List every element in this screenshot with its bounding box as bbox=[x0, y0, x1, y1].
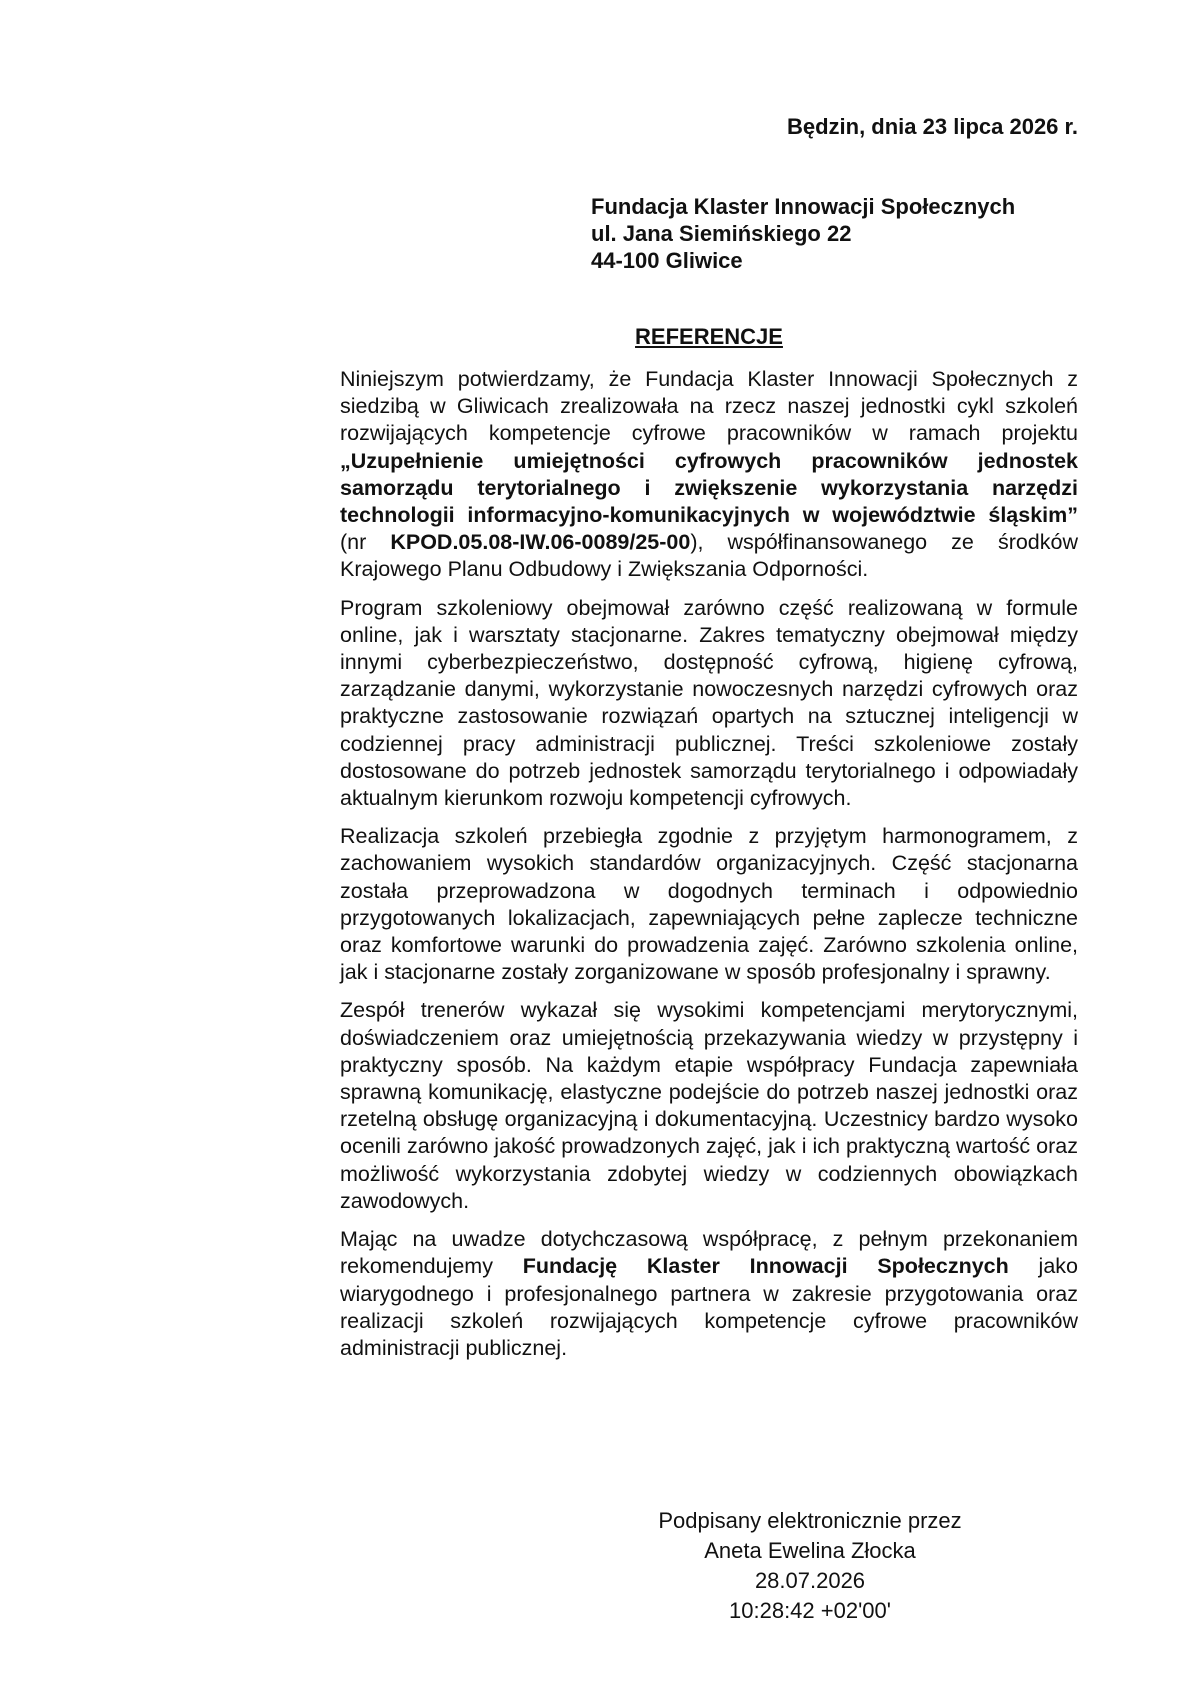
letter-body bbox=[340, 366, 1078, 1373]
signature-time: 10:28:42 +02'00' bbox=[729, 1598, 891, 1623]
paragraph-2: Program szkoleniowy obejmował zarówno część realizowaną w formule online, jak i warsztaty stacjonarne. Zakres tematyczny obejmował między innymi cyberbezpieczeństwo, dostępność cyfrową, higienę cyfrową, zarządzanie danymi, wykorzystanie nowoczesnych narzędzi cyfrowych oraz praktyczne zastosowanie rozwiązań opartych na sztucznej inteligencji w codziennej pracy administracji publicznej. Treści szkoleniowe zostały dostosowane do potrzeb jednostek samorządu terytorialnego i odpowiadały aktualnym kierunkom rozwoju kompetencji cyfrowych. bbox=[340, 595, 1078, 811]
paragraph-5-intro: Mając na uwadze dotychczasową współpracę, z pełnym przekonaniem rekomendujemy bbox=[340, 1227, 1078, 1279]
recipient-street: ul. Jana Siemińskiego 22 bbox=[591, 221, 852, 246]
recipient-city: 44-100 Gliwice bbox=[591, 248, 743, 273]
electronic-signature bbox=[640, 1506, 980, 1626]
paragraph-3: Realizacja szkoleń przebiegła zgodnie z przyjętym harmonogramem, z zachowaniem wysokich standardów organizacyjnych. Część stacjonarna została przeprowadzona w dogodnych terminach i odpowiednio przygotowanych lokalizacjach, zapewniających pełne zaplecze techniczne oraz komfortowe warunki do prowadzenia zajęć. Zarówno szkolenia online, jak i stacjonarne zostały zorganizowane w sposób profesjonalny i sprawny. bbox=[340, 824, 1078, 985]
place-and-date: Będzin, dnia 23 lipca 2026 r. bbox=[786, 114, 1078, 139]
paragraph-1-nr: (nr bbox=[340, 530, 391, 555]
signature-date: 28.07.2026 bbox=[754, 1568, 866, 1593]
recipient-address bbox=[591, 193, 1015, 274]
paragraph-4: Zespół trenerów wykazał się wysokimi kompetencjami merytorycznymi, doświadczeniem oraz umiejętnością przekazywania wiedzy w przystępny i praktyczny sposób. Na każdym etapie współpracy Fundacja zapewniała sprawną komunikację, elastyczne podejście do potrzeb naszej jednostki oraz rzetelną obsługę organizacyjną i dokumentacyjną. Uczestnicy bardzo wysoko ocenili zarówno jakość prowadzonych zajęć, jak i ich praktyczną wartość oraz możliwość wykorzystania zdobytej wiedzy w codziennych obowiązkach zawodowych. bbox=[340, 998, 1078, 1213]
paragraph-1-outro: ), współfinansowanego ze środków Krajowego Planu Odbudowy i Zwiększania Odporności. bbox=[340, 530, 1079, 582]
project-title: „Uzupełnienie umiejętności cyfrowych pracowników jednostek samorządu terytorialnego i zwiększenie wykorzystania narzędzi technologii informacyjno-komunikacyjnych w województwie śląskim” bbox=[340, 448, 1078, 528]
paragraph-5-outro: jako wiarygodnego i profesjonalnego partnera w zakresie przygotowania oraz realizacji szkoleń rozwijających kompetencje cyfrowe pracowników administracji publicznej. bbox=[340, 1254, 1078, 1360]
signature-label: Podpisany elektronicznie przez bbox=[658, 1508, 962, 1533]
recipient-name: Fundacja Klaster Innowacji Społecznych bbox=[591, 194, 1016, 219]
paragraph-1-intro: Niniejszym potwierdzamy, że Fundacja Klaster Innowacji Społecznych z siedzibą w Gliwicach zrealizowała na rzecz naszej jednostki cykl szkoleń rozwijających kompetencje cyfrowe pracowników w ramach projektu bbox=[340, 367, 1078, 446]
project-number: KPOD.05.08-IW.06-0089/25-00 bbox=[390, 530, 691, 555]
paragraph-5 bbox=[340, 1226, 1078, 1362]
document-title: REFERENCJE bbox=[635, 324, 783, 349]
signer-name: Aneta Ewelina Złocka bbox=[704, 1538, 916, 1563]
foundation-name: Fundację Klaster Innowacji Społecznych bbox=[522, 1254, 1009, 1279]
paragraph-1 bbox=[340, 366, 1078, 584]
